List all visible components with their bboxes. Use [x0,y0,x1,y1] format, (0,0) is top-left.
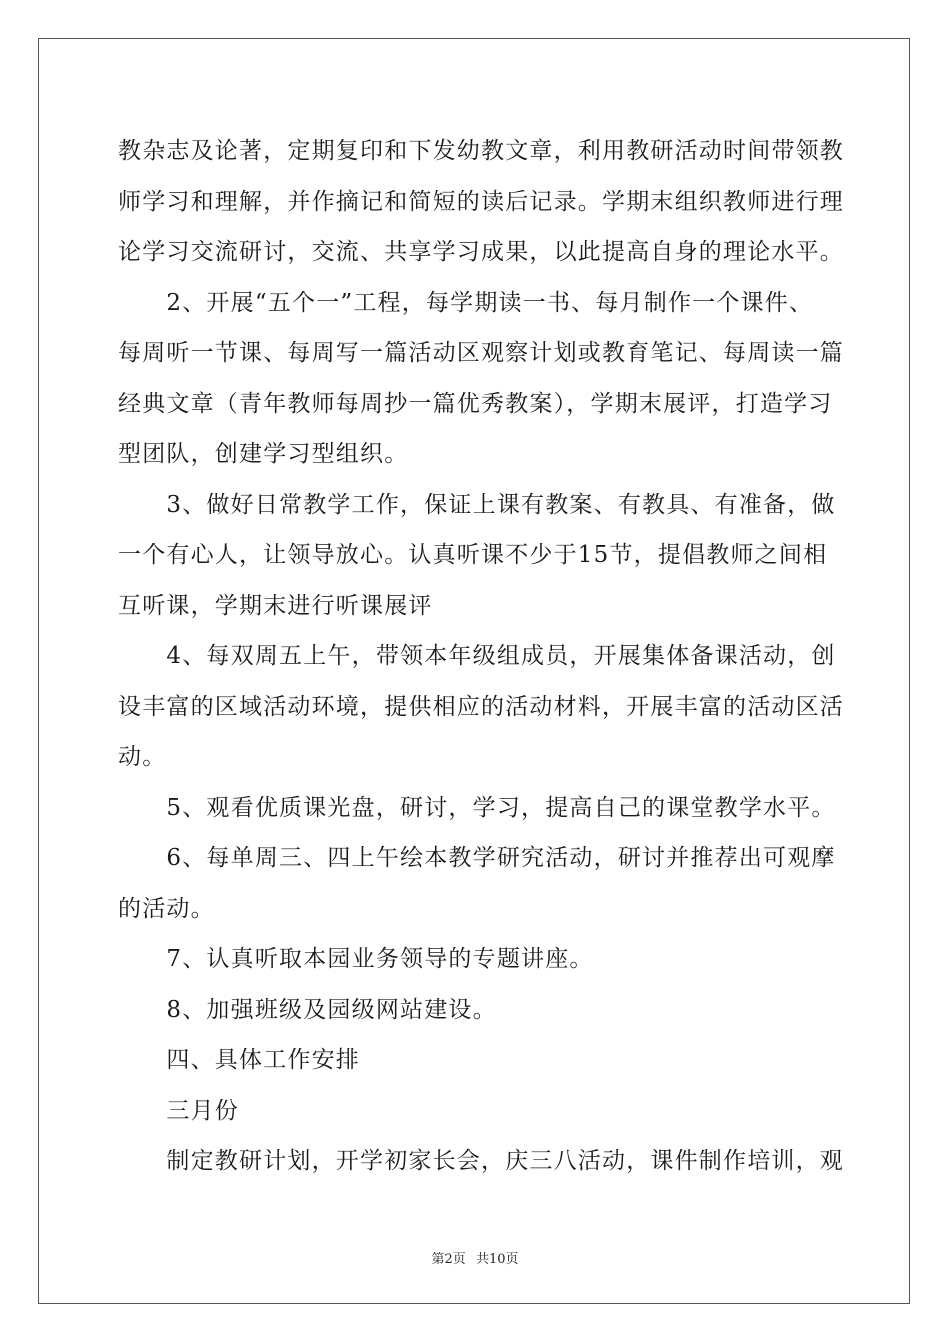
text-line: 师学习和理解，并作摘记和简短的读后记录。学期末组织教师进行理 [118,188,844,215]
text-line: 8、加强班级及园级网站建设。 [118,996,497,1023]
text-line: 互听课，学期末进行听课展评 [118,592,433,619]
subsection-heading: 三月份 [118,1097,239,1124]
text-line: 3、做好日常教学工作，保证上课有教案、有教具、有准备，做 [118,491,836,518]
text-line: 教杂志及论著，定期复印和下发幼教文章，利用教研活动时间带领教 [118,138,844,164]
text-line: 经典文章（青年教师每周抄一篇优秀教案），学期末展评，打造学习 [118,390,833,417]
text-line: 动。 [118,744,167,770]
text-line: 论学习交流研讨，交流、共享学习成果，以此提高自身的理论水平。 [118,239,844,265]
section-heading: 四、具体工作安排 [118,1047,360,1073]
text-line: 5、观看优质课光盘，研讨，学习，提高自己的课堂教学水平。 [118,794,836,821]
text-line: 7、认真听取本园业务领导的专题讲座。 [118,946,594,972]
text-line: 型团队，创建学习型组织。 [118,441,409,467]
text-line: 设丰富的区域活动环境，提供相应的活动材料，开展丰富的活动区活 [118,693,844,720]
document-body [118,126,844,1187]
text-line: 2、开展“五个一”工程，每学期读一书、每月制作一个课件、 [118,289,814,316]
text-line: 4、每双周五上午，带领本年级组成员，开展集体备课活动，创 [118,643,836,669]
text-line: 制定教研计划，开学初家长会，庆三八活动，课件制作培训，观 [118,1148,844,1174]
page-footer [0,1248,950,1267]
text-line: 每周听一节课、每周写一篇活动区观察计划或教育笔记、每周读一篇 [118,340,844,366]
text-line: 一个有心人，让领导放心。认真听课不少于15节，提倡教师之间相 [118,542,828,568]
page-number: 第2页 [431,1252,466,1267]
page-total: 共10页 [475,1252,519,1267]
text-line: 6、每单周三、四上午绘本教学研究活动，研讨并推荐出可观摩 [118,845,836,871]
text-line: 的活动。 [118,895,215,922]
